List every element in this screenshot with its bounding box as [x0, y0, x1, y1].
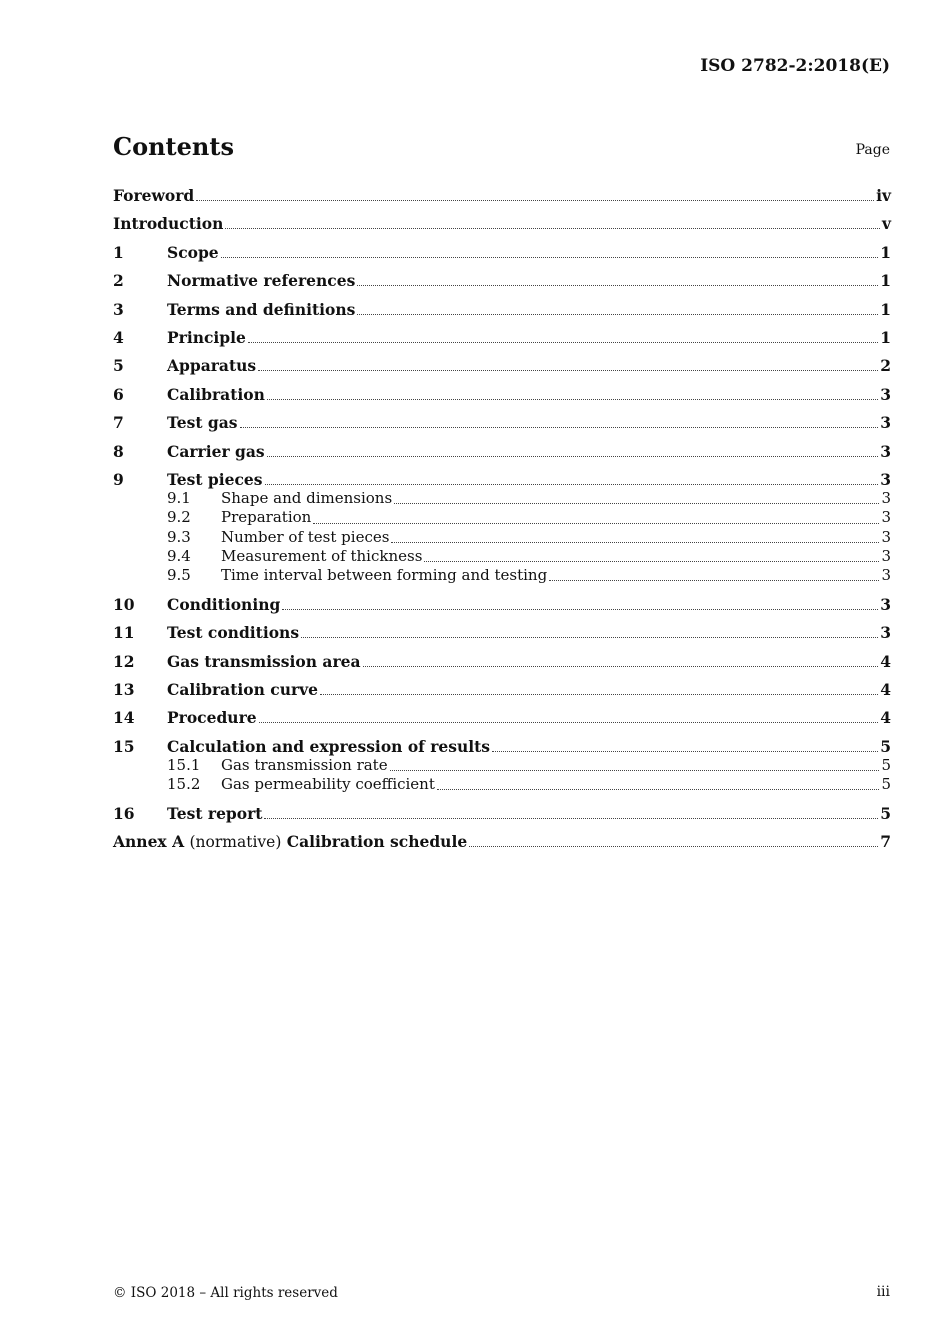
- contents-title: Contents: [113, 132, 234, 161]
- toc-entry-page: 4: [880, 679, 891, 699]
- toc-entry-title: Apparatus: [167, 356, 257, 376]
- leader-dots: [267, 456, 879, 457]
- toc-subentry[interactable]: [113, 547, 891, 566]
- leader-dots: [301, 637, 878, 638]
- toc-subentry-title: Measurement of thickness: [221, 546, 423, 565]
- toc-entry[interactable]: [113, 804, 891, 823]
- toc-subentry-number: 9.2: [167, 508, 191, 527]
- toc-subentry-number: 9.3: [167, 527, 191, 546]
- toc-subentry-number: 9.4: [167, 546, 191, 565]
- toc-entry-page: v: [881, 214, 891, 234]
- toc-entry-number: 16: [113, 803, 135, 823]
- leader-dots: [549, 580, 879, 581]
- annex-label: Annex A: [113, 832, 185, 852]
- toc-entry-title: Calculation and expression of results: [167, 736, 491, 756]
- toc-entry-title: Terms and definitions: [167, 299, 356, 319]
- toc-subentry[interactable]: [113, 775, 891, 794]
- toc-entry-title: Introduction: [113, 214, 224, 234]
- toc-subentry[interactable]: [113, 489, 891, 508]
- leader-dots: [282, 609, 878, 610]
- toc-entry-number: 2: [113, 271, 124, 291]
- leader-dots: [267, 399, 878, 400]
- leader-dots: [357, 285, 878, 286]
- toc-entry[interactable]: [113, 623, 891, 642]
- toc-entry-title: Test gas: [167, 413, 238, 433]
- toc-subentry[interactable]: [113, 528, 891, 547]
- leader-dots: [313, 523, 879, 524]
- toc-subentry-title: Shape and dimensions: [221, 488, 393, 507]
- toc-entry-annex-a[interactable]: [113, 832, 891, 851]
- toc-subentry-page: 3: [881, 488, 891, 507]
- toc-entry[interactable]: [113, 680, 891, 699]
- toc-subentry-title: Gas transmission rate: [221, 755, 388, 774]
- toc-entry-title: Carrier gas: [167, 441, 265, 461]
- annex-title: Calibration schedule: [286, 832, 468, 852]
- toc-subentry-number: 15.1: [167, 755, 201, 774]
- leader-dots: [259, 722, 879, 723]
- toc-entry-number: 12: [113, 651, 135, 671]
- toc-subentry-page: 3: [881, 508, 891, 527]
- toc-entry[interactable]: [113, 271, 891, 290]
- leader-dots: [424, 561, 879, 562]
- annex-qualifier: (normative): [189, 833, 282, 852]
- toc-entry-number: 11: [113, 623, 135, 643]
- toc-entry-title: Scope: [167, 242, 219, 262]
- toc-entry-title: Test conditions: [167, 623, 300, 643]
- toc-subentry-page: 3: [881, 546, 891, 565]
- leader-dots: [363, 666, 879, 667]
- toc-entry-page: 3: [880, 441, 891, 461]
- toc-subentry-number: 9.5: [167, 566, 191, 585]
- toc-entry-page: 3: [880, 623, 891, 643]
- toc-entry[interactable]: [113, 356, 891, 375]
- toc-entry-number: 13: [113, 679, 135, 699]
- page-number: iii: [876, 1284, 890, 1300]
- leader-dots: [437, 789, 880, 790]
- toc-entry-page: 7: [880, 832, 891, 852]
- toc-subentry-title: Number of test pieces: [221, 527, 390, 546]
- leader-dots: [394, 503, 879, 504]
- toc-entry[interactable]: [113, 708, 891, 727]
- toc-entry-foreword[interactable]: [113, 186, 891, 205]
- leader-dots: [221, 257, 879, 258]
- toc-entry-page: iv: [876, 186, 891, 205]
- toc-entry-number: 4: [113, 327, 124, 347]
- toc-subentry-title: Gas permeability coefficient: [221, 775, 435, 794]
- toc-entry-number: 1: [113, 242, 124, 262]
- leader-dots: [258, 370, 878, 371]
- leader-dots: [264, 818, 878, 819]
- toc-entry-introduction[interactable]: [113, 214, 891, 233]
- toc-entry-title: Gas transmission area: [167, 651, 361, 671]
- toc-entry-page: 5: [880, 803, 891, 823]
- toc-entry[interactable]: [113, 652, 891, 671]
- toc-entry-page: 1: [880, 271, 891, 291]
- toc-entry[interactable]: [113, 470, 891, 489]
- toc-entry-title: Conditioning: [167, 594, 281, 614]
- leader-dots: [390, 770, 880, 771]
- toc-subentry-title: Preparation: [221, 508, 312, 527]
- toc-entry-number: 15: [113, 736, 135, 756]
- toc-entry[interactable]: [113, 328, 891, 347]
- toc-entry-title: Normative references: [167, 271, 356, 291]
- toc-entry-page: 3: [880, 594, 891, 614]
- toc-entry-title: Test report: [167, 803, 263, 823]
- leader-dots: [320, 694, 878, 695]
- leader-dots: [225, 228, 880, 229]
- toc-entry-number: 9: [113, 469, 124, 489]
- toc-entry-page: 1: [880, 327, 891, 347]
- copyright-notice: © ISO 2018 – All rights reserved: [113, 1285, 338, 1301]
- toc-entry[interactable]: [113, 595, 891, 614]
- toc-subentry-page: 5: [881, 775, 891, 794]
- toc-entry-title: Calibration curve: [167, 679, 318, 699]
- toc-entry-number: 14: [113, 708, 135, 728]
- toc-entry-page: 3: [880, 469, 891, 489]
- toc-entry-number: 6: [113, 384, 124, 404]
- toc-entry-title: Principle: [167, 327, 246, 347]
- toc-entry-page: 4: [880, 708, 891, 728]
- toc-entry-title: Calibration: [167, 384, 265, 404]
- toc-entry-page: 3: [880, 413, 891, 433]
- toc-entry[interactable]: [113, 413, 891, 432]
- leader-dots: [391, 542, 879, 543]
- toc-entry[interactable]: [113, 737, 891, 756]
- toc-subentry-page: 3: [881, 527, 891, 546]
- leader-dots: [240, 427, 879, 428]
- leader-dots: [248, 342, 878, 343]
- toc-subentry-title: Time interval between forming and testing: [221, 566, 548, 585]
- leader-dots: [357, 314, 878, 315]
- toc-entry[interactable]: [113, 243, 891, 262]
- toc-entry-number: 10: [113, 594, 135, 614]
- toc-entry-page: 1: [880, 242, 891, 262]
- toc-subentry-number: 15.2: [167, 775, 201, 794]
- leader-dots: [196, 200, 874, 201]
- table-of-contents: [113, 186, 891, 851]
- toc-entry-page: 3: [880, 384, 891, 404]
- toc-entry-page: 4: [880, 651, 891, 671]
- page-column-label: Page: [855, 142, 890, 158]
- leader-dots: [492, 751, 878, 752]
- toc-entry-title: Procedure: [167, 708, 257, 728]
- toc-subentry[interactable]: [113, 566, 891, 585]
- toc-entry[interactable]: [113, 300, 891, 319]
- toc-subentry[interactable]: [113, 508, 891, 527]
- toc-entry-page: 5: [880, 736, 891, 756]
- toc-entry-page: 1: [880, 299, 891, 319]
- toc-entry-title: Foreword: [113, 186, 195, 205]
- leader-dots: [265, 484, 879, 485]
- toc-entry-number: 8: [113, 441, 124, 461]
- toc-entry-number: 7: [113, 413, 124, 433]
- toc-entry-page: 2: [880, 356, 891, 376]
- toc-subentry-page: 5: [881, 755, 891, 774]
- toc-entry-number: 5: [113, 356, 124, 376]
- toc-subentry[interactable]: [113, 756, 891, 775]
- document-id: ISO 2782-2:2018(E): [700, 56, 890, 76]
- leader-dots: [469, 846, 878, 847]
- toc-entry-number: 3: [113, 299, 124, 319]
- toc-entry-title: Test pieces: [167, 469, 263, 489]
- toc-entry[interactable]: [113, 442, 891, 461]
- toc-subentry-page: 3: [881, 566, 891, 585]
- toc-entry[interactable]: [113, 385, 891, 404]
- toc-subentry-number: 9.1: [167, 488, 191, 507]
